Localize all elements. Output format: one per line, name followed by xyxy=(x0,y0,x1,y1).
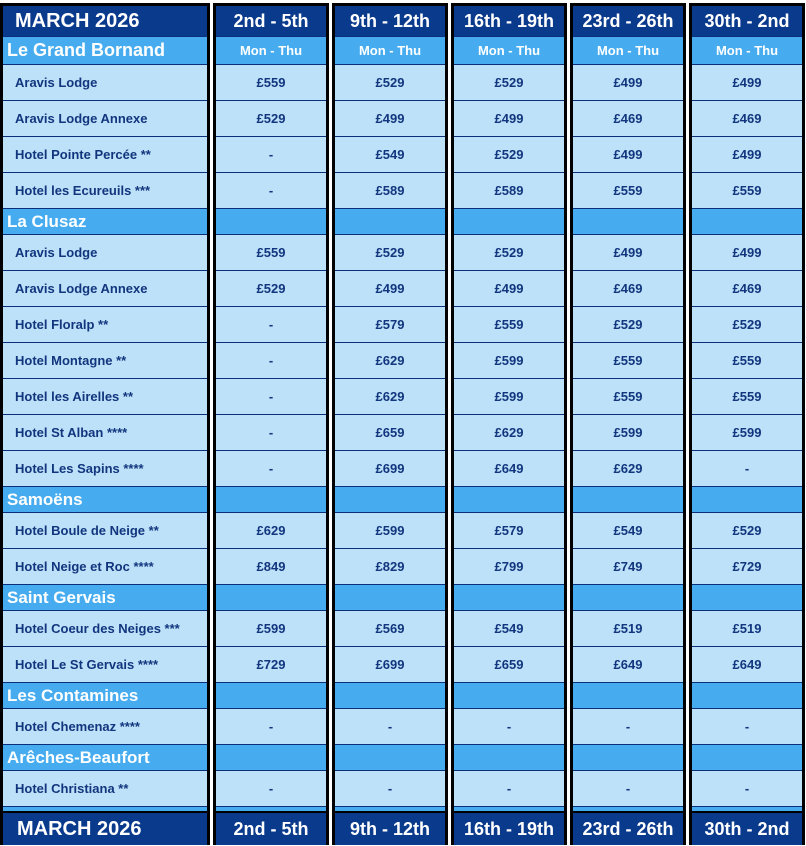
price-cell: £529 xyxy=(216,101,326,137)
section-spacer xyxy=(216,683,326,709)
hotel-name: Aravis Lodge Annexe xyxy=(3,271,207,307)
price-cell: £549 xyxy=(454,611,564,647)
price-cell: £629 xyxy=(454,415,564,451)
hotel-name-column xyxy=(0,3,210,845)
price-cell: £519 xyxy=(692,611,802,647)
period-header: 23rd - 26th xyxy=(573,6,683,37)
price-cell: £579 xyxy=(454,513,564,549)
section-spacer xyxy=(335,745,445,771)
hotel-name: Hotel Floralp ** xyxy=(3,307,207,343)
price-cell: - xyxy=(454,771,564,807)
price-cell: - xyxy=(216,307,326,343)
section-spacer xyxy=(692,585,802,611)
hotel-name: Aravis Lodge xyxy=(3,65,207,101)
section-spacer xyxy=(573,683,683,709)
price-cell: £659 xyxy=(335,415,445,451)
price-cell: - xyxy=(216,771,326,807)
price-cell: £629 xyxy=(573,451,683,487)
period-column xyxy=(332,3,448,845)
price-cell: £649 xyxy=(573,647,683,683)
price-cell: - xyxy=(216,379,326,415)
hotel-name: Aravis Lodge Annexe xyxy=(3,101,207,137)
price-cell: £499 xyxy=(692,65,802,101)
period-column xyxy=(570,3,686,845)
section-spacer xyxy=(454,683,564,709)
price-cell: £469 xyxy=(692,101,802,137)
footer-period-header: 2nd - 5th xyxy=(216,813,326,845)
price-cell: £629 xyxy=(216,513,326,549)
price-cell: - xyxy=(216,173,326,209)
section-spacer xyxy=(454,745,564,771)
hotel-name: Hotel les Ecureuils *** xyxy=(3,173,207,209)
hotel-name: Hotel Coeur des Neiges *** xyxy=(3,611,207,647)
period-header: 30th - 2nd xyxy=(692,6,802,37)
footer-period-header: 9th - 12th xyxy=(335,813,445,845)
hotel-name: Hotel Chemenaz **** xyxy=(3,709,207,745)
period-header: 16th - 19th xyxy=(454,6,564,37)
price-cell: £699 xyxy=(335,451,445,487)
price-cell: £529 xyxy=(454,235,564,271)
price-cell: £599 xyxy=(216,611,326,647)
hotel-name: Hotel Neige et Roc **** xyxy=(3,549,207,585)
day-label: Mon - Thu xyxy=(454,37,564,65)
price-cell: £519 xyxy=(573,611,683,647)
price-cell: £599 xyxy=(454,343,564,379)
price-cell: £649 xyxy=(692,647,802,683)
price-cell: £499 xyxy=(454,271,564,307)
day-label: Mon - Thu xyxy=(335,37,445,65)
footer-month-title: MARCH 2026 xyxy=(3,813,207,845)
period-column xyxy=(689,3,805,845)
price-cell: - xyxy=(216,343,326,379)
day-label: Mon - Thu xyxy=(692,37,802,65)
hotel-name: Hotel Le St Gervais **** xyxy=(3,647,207,683)
section-spacer xyxy=(335,209,445,235)
hotel-name: Hotel les Airelles ** xyxy=(3,379,207,415)
price-cell: £499 xyxy=(454,101,564,137)
price-cell: £499 xyxy=(692,137,802,173)
price-cell: - xyxy=(692,771,802,807)
section-spacer xyxy=(216,585,326,611)
price-cell: - xyxy=(692,451,802,487)
price-cell: £529 xyxy=(454,65,564,101)
period-column xyxy=(451,3,567,845)
resort-name: Arêches-Beaufort xyxy=(3,745,207,771)
hotel-name: Hotel Les Sapins **** xyxy=(3,451,207,487)
section-spacer xyxy=(692,209,802,235)
period-column xyxy=(213,3,329,845)
price-cell: - xyxy=(692,709,802,745)
price-cell: - xyxy=(216,451,326,487)
footer-period-header: 16th - 19th xyxy=(454,813,564,845)
price-cell: £469 xyxy=(692,271,802,307)
price-cell: £799 xyxy=(454,549,564,585)
resort-name: Les Contamines xyxy=(3,683,207,709)
section-spacer xyxy=(335,585,445,611)
price-cell: £579 xyxy=(335,307,445,343)
section-spacer xyxy=(216,745,326,771)
price-cell: £499 xyxy=(573,235,683,271)
price-cell: - xyxy=(216,137,326,173)
day-label: Mon - Thu xyxy=(573,37,683,65)
hotel-name: Hotel St Alban **** xyxy=(3,415,207,451)
price-cell: £559 xyxy=(692,379,802,415)
price-cell: - xyxy=(454,709,564,745)
section-spacer xyxy=(335,683,445,709)
section-spacer xyxy=(454,209,564,235)
day-label: Mon - Thu xyxy=(216,37,326,65)
hotel-name: Hotel Boule de Neige ** xyxy=(3,513,207,549)
price-cell: £559 xyxy=(573,173,683,209)
price-cell: £569 xyxy=(335,611,445,647)
section-spacer xyxy=(573,209,683,235)
section-spacer xyxy=(573,745,683,771)
price-cell: £589 xyxy=(335,173,445,209)
footer-period-header: 30th - 2nd xyxy=(692,813,802,845)
price-cell: - xyxy=(216,415,326,451)
price-cell: £529 xyxy=(216,271,326,307)
price-cell: - xyxy=(216,709,326,745)
price-cell: £599 xyxy=(573,415,683,451)
footer-period-header: 23rd - 26th xyxy=(573,813,683,845)
price-cell: £529 xyxy=(454,137,564,173)
price-cell: £649 xyxy=(454,451,564,487)
price-cell: £469 xyxy=(573,101,683,137)
section-spacer xyxy=(573,487,683,513)
price-cell: £559 xyxy=(454,307,564,343)
price-cell: £559 xyxy=(216,65,326,101)
price-cell: £729 xyxy=(692,549,802,585)
section-spacer xyxy=(335,487,445,513)
resort-name: Samoëns xyxy=(3,487,207,513)
price-cell: £849 xyxy=(216,549,326,585)
price-cell: £559 xyxy=(573,379,683,415)
price-cell: £599 xyxy=(454,379,564,415)
section-spacer xyxy=(454,585,564,611)
price-cell: £629 xyxy=(335,343,445,379)
price-cell: £469 xyxy=(573,271,683,307)
price-cell: £599 xyxy=(335,513,445,549)
section-spacer xyxy=(216,487,326,513)
price-cell: £699 xyxy=(335,647,445,683)
resort-name: Saint Gervais xyxy=(3,585,207,611)
price-cell: £529 xyxy=(573,307,683,343)
price-cell: £749 xyxy=(573,549,683,585)
price-cell: £549 xyxy=(573,513,683,549)
hotel-name: Hotel Christiana ** xyxy=(3,771,207,807)
price-cell: £559 xyxy=(216,235,326,271)
section-spacer xyxy=(692,487,802,513)
price-cell: £629 xyxy=(335,379,445,415)
section-spacer xyxy=(573,585,683,611)
price-cell: £559 xyxy=(692,173,802,209)
price-cell: - xyxy=(335,709,445,745)
price-cell: - xyxy=(573,709,683,745)
price-cell: £499 xyxy=(335,101,445,137)
price-cell: £499 xyxy=(573,137,683,173)
price-cell: £589 xyxy=(454,173,564,209)
period-header: 2nd - 5th xyxy=(216,6,326,37)
price-cell: £549 xyxy=(335,137,445,173)
price-cell: £659 xyxy=(454,647,564,683)
section-spacer xyxy=(454,487,564,513)
section-spacer xyxy=(216,209,326,235)
section-spacer xyxy=(692,683,802,709)
period-header: 9th - 12th xyxy=(335,6,445,37)
hotel-name: Aravis Lodge xyxy=(3,235,207,271)
resort-name: La Clusaz xyxy=(3,209,207,235)
price-cell: £559 xyxy=(573,343,683,379)
price-cell: £729 xyxy=(216,647,326,683)
price-cell: £529 xyxy=(692,307,802,343)
resort-name: Le Grand Bornand xyxy=(3,37,207,65)
price-cell: £499 xyxy=(335,271,445,307)
price-cell: £529 xyxy=(335,65,445,101)
section-spacer xyxy=(692,745,802,771)
price-cell: £499 xyxy=(573,65,683,101)
price-cell: - xyxy=(573,771,683,807)
price-cell: £529 xyxy=(335,235,445,271)
price-cell: £599 xyxy=(692,415,802,451)
price-cell: £499 xyxy=(692,235,802,271)
price-cell: - xyxy=(335,771,445,807)
price-cell: £559 xyxy=(692,343,802,379)
hotel-name: Hotel Pointe Percée ** xyxy=(3,137,207,173)
hotel-name: Hotel Montagne ** xyxy=(3,343,207,379)
price-cell: £529 xyxy=(692,513,802,549)
price-cell: £829 xyxy=(335,549,445,585)
month-title: MARCH 2026 xyxy=(3,6,207,37)
